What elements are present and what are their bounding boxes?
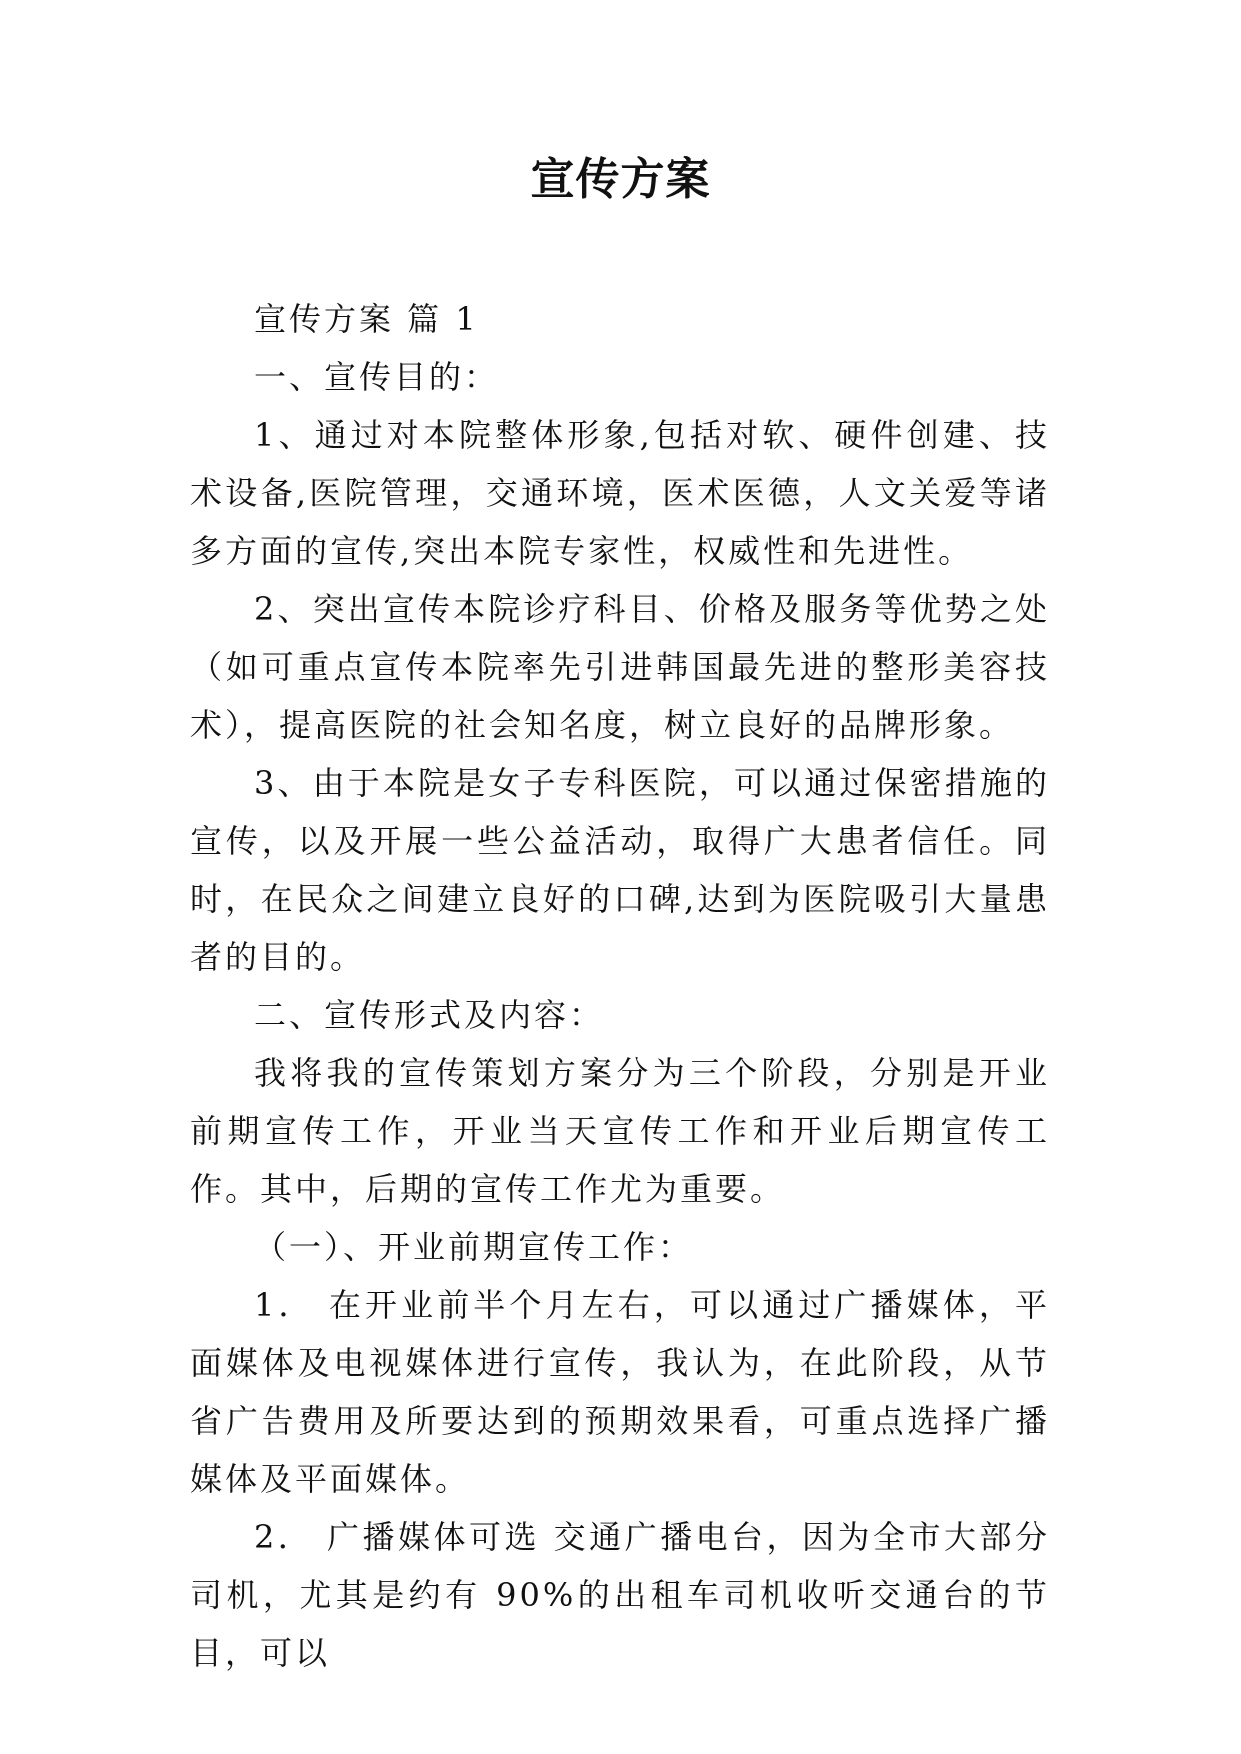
paragraph: 2． 广播媒体可选 交通广播电台，因为全市大部分司机，尤其是约有 90%的出租车司机收听交通台的节目，可以 [190, 1518, 1050, 1672]
document-body [190, 290, 1050, 1682]
document-title: 宣传方案 [530, 154, 711, 205]
heading-purpose: 一、宣传目的： [254, 358, 500, 396]
paragraph: 3、由于本院是女子专科医院，可以通过保密措施的宣传，以及开展一些公益活动，取得广大患者信任。同时，在民众之间建立良好的口碑,达到为医院吸引大量患者的目的。 [190, 764, 1050, 976]
paragraph: 1． 在开业前半个月左右，可以通过广播媒体，平面媒体及电视媒体进行宣传，我认为，在此阶段，从节省广告费用及所要达到的预期效果看，可重点选择广播媒体及平面媒体。 [190, 1286, 1050, 1498]
heading-forms-content: 二、宣传形式及内容： [254, 996, 605, 1034]
subheading-pre-opening: （一）、开业前期宣传工作： [254, 1228, 694, 1266]
paragraph: 我将我的宣传策划方案分为三个阶段，分别是开业前期宣传工作，开业当天宣传工作和开业后期宣传工作。其中，后期的宣传工作尤为重要。 [190, 1054, 1050, 1208]
paragraph: 1、通过对本院整体形象,包括对软、硬件创建、技术设备,医院管理，交通环境，医术医德，人文关爱等诸多方面的宣传,突出本院专家性，权威性和先进性。 [190, 416, 1050, 570]
section-heading: 宣传方案 篇 1 [254, 300, 479, 338]
paragraph: 2、突出宣传本院诊疗科目、价格及服务等优势之处（如可重点宣传本院率先引进韩国最先进的整形美容技术），提高医院的社会知名度，树立良好的品牌形象。 [190, 590, 1050, 744]
